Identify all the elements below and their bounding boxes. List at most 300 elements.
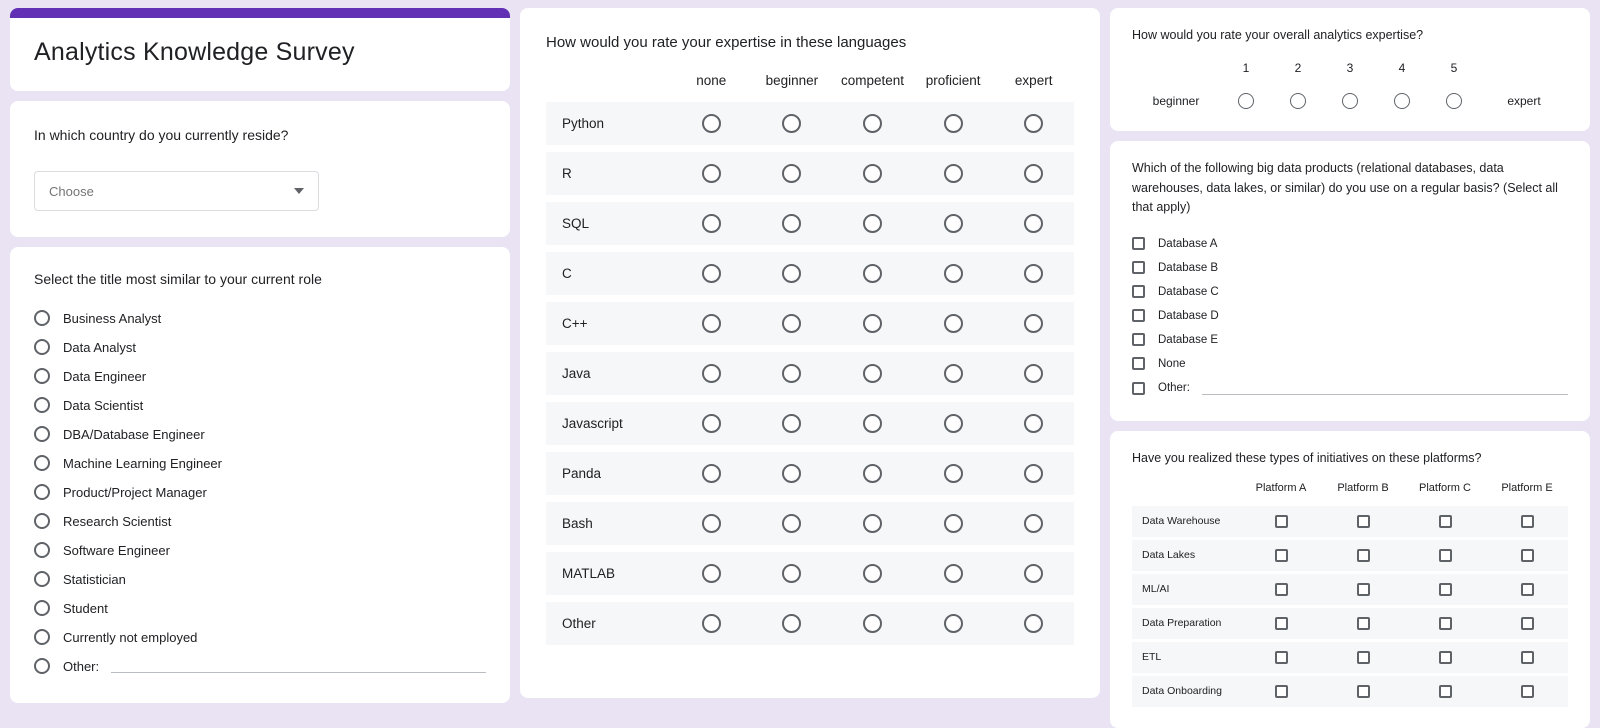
radio-icon[interactable] — [863, 164, 882, 183]
languages-grid-row — [546, 402, 1074, 445]
radio-icon[interactable] — [863, 414, 882, 433]
checkbox-icon[interactable] — [1275, 515, 1288, 528]
column-label: Platform C — [1419, 481, 1471, 494]
radio-option-label: DBA/Database Engineer — [63, 426, 205, 442]
radio-icon[interactable] — [782, 114, 801, 133]
grid-cell — [671, 614, 752, 633]
grid-cell — [752, 364, 833, 383]
radio-icon[interactable] — [34, 368, 50, 384]
platforms-grid — [1132, 482, 1568, 707]
radio-icon[interactable] — [863, 614, 882, 633]
grid-cell — [1486, 515, 1568, 528]
grid-cell — [993, 514, 1074, 533]
radio-icon[interactable] — [782, 264, 801, 283]
radio-option[interactable] — [34, 391, 486, 420]
form-title: Analytics Knowledge Survey — [34, 38, 355, 66]
radio-option-label: Data Engineer — [63, 368, 147, 384]
grid-cell — [913, 114, 994, 133]
grid-cell — [993, 114, 1074, 133]
radio-icon[interactable] — [782, 314, 801, 333]
checkbox-option[interactable] — [1132, 304, 1568, 328]
radio-icon[interactable] — [702, 114, 721, 133]
checkbox-icon[interactable] — [1521, 685, 1534, 698]
checkbox-icon[interactable] — [1275, 617, 1288, 630]
grid-cell — [1220, 93, 1272, 109]
radio-icon[interactable] — [782, 164, 801, 183]
languages-grid-row — [546, 552, 1074, 595]
grid-cell — [1322, 549, 1404, 562]
grid-cell — [832, 514, 913, 533]
checkbox-option[interactable] — [1132, 328, 1568, 352]
checkbox-icon[interactable] — [1132, 309, 1145, 322]
grid-cell — [913, 564, 994, 583]
scale-value-label: 5 — [1450, 61, 1458, 76]
grid-cell — [832, 214, 913, 233]
radio-option-label: Software Engineer — [63, 542, 170, 558]
grid-cell — [752, 214, 833, 233]
radio-option[interactable] — [34, 449, 486, 478]
grid-cell — [671, 164, 752, 183]
radio-icon[interactable] — [1024, 614, 1043, 633]
radio-icon[interactable] — [944, 214, 963, 233]
grid-cell — [1404, 617, 1486, 630]
row-label: C — [562, 266, 572, 281]
radio-icon[interactable] — [863, 214, 882, 233]
overall-question-title: How would you rate your overall analytics expertise? — [1132, 28, 1424, 42]
row-label: Panda — [562, 466, 602, 481]
grid-cell — [1486, 617, 1568, 630]
radio-icon[interactable] — [702, 414, 721, 433]
languages-grid-row — [546, 302, 1074, 345]
radio-option[interactable] — [34, 594, 486, 623]
radio-icon[interactable] — [702, 164, 721, 183]
grid-cell — [913, 164, 994, 183]
languages-question-card — [520, 8, 1100, 698]
checkbox-option-label: Database D — [1158, 309, 1219, 322]
radio-icon[interactable] — [34, 426, 50, 442]
radio-icon[interactable] — [34, 542, 50, 558]
checkbox-icon[interactable] — [1439, 685, 1452, 698]
grid-cell — [913, 314, 994, 333]
overall-question-card — [1110, 8, 1590, 131]
row-label: SQL — [562, 216, 590, 231]
radio-option-label: Research Scientist — [63, 513, 172, 529]
grid-cell — [1404, 685, 1486, 698]
radio-icon[interactable] — [782, 564, 801, 583]
scale-low-label: beginner — [1152, 94, 1200, 109]
grid-cell — [832, 614, 913, 633]
other-text-input[interactable] — [1202, 381, 1568, 395]
checkbox-option-label: Other: — [1158, 382, 1190, 394]
scale-value-label: 2 — [1294, 61, 1302, 76]
grid-cell — [1322, 515, 1404, 528]
row-label: Bash — [562, 516, 593, 531]
radio-icon[interactable] — [782, 464, 801, 483]
grid-cell — [993, 414, 1074, 433]
radio-icon[interactable] — [782, 414, 801, 433]
radio-icon[interactable] — [944, 364, 963, 383]
grid-cell — [913, 214, 994, 233]
grid-cell — [1322, 685, 1404, 698]
radio-icon[interactable] — [944, 114, 963, 133]
grid-cell — [1404, 651, 1486, 664]
row-label: Data Lakes — [1142, 549, 1196, 562]
checkbox-icon[interactable] — [1275, 685, 1288, 698]
grid-cell — [752, 314, 833, 333]
checkbox-icon[interactable] — [1132, 261, 1145, 274]
row-label: C++ — [562, 316, 588, 331]
checkbox-icon[interactable] — [1357, 651, 1370, 664]
role-question-title: Select the title most similar to your current role — [34, 271, 322, 288]
checkbox-icon[interactable] — [1439, 617, 1452, 630]
grid-cell — [993, 264, 1074, 283]
radio-icon[interactable] — [944, 614, 963, 633]
radio-icon[interactable] — [34, 629, 50, 645]
radio-icon[interactable] — [702, 264, 721, 283]
radio-icon[interactable] — [1394, 93, 1410, 109]
radio-option-label: Business Analyst — [63, 310, 162, 326]
grid-cell — [993, 314, 1074, 333]
radio-icon[interactable] — [1024, 514, 1043, 533]
radio-option[interactable] — [34, 304, 486, 333]
radio-icon[interactable] — [944, 314, 963, 333]
grid-cell — [832, 364, 913, 383]
radio-icon[interactable] — [34, 513, 50, 529]
radio-icon[interactable] — [1024, 314, 1043, 333]
radio-icon[interactable] — [1290, 93, 1306, 109]
scale-value-label: 4 — [1398, 61, 1406, 76]
grid-cell — [1322, 651, 1404, 664]
grid-cell — [671, 414, 752, 433]
radio-icon[interactable] — [34, 484, 50, 500]
radio-option-label: Other: — [63, 658, 100, 674]
checkbox-option[interactable] — [1132, 280, 1568, 304]
country-dropdown-value: Choose — [49, 183, 94, 199]
radio-icon[interactable] — [34, 600, 50, 616]
grid-cell — [1376, 93, 1428, 109]
radio-icon[interactable] — [863, 514, 882, 533]
grid-cell — [1404, 515, 1486, 528]
radio-option-label: Student — [63, 600, 108, 616]
radio-icon[interactable] — [34, 455, 50, 471]
right-column — [1110, 8, 1590, 698]
row-label: Data Preparation — [1142, 617, 1222, 630]
column-label: none — [696, 73, 727, 88]
scale-value-label: 1 — [1242, 61, 1250, 76]
languages-grid-header — [546, 73, 1074, 88]
grid-cell — [832, 164, 913, 183]
row-label: Data Warehouse — [1142, 515, 1221, 528]
radio-option-label: Data Analyst — [63, 339, 136, 355]
role-options — [34, 304, 486, 681]
checkbox-icon[interactable] — [1357, 685, 1370, 698]
checkbox-icon[interactable] — [1439, 583, 1452, 596]
languages-grid-row — [546, 252, 1074, 295]
grid-cell — [671, 564, 752, 583]
grid-cell — [832, 564, 913, 583]
radio-icon[interactable] — [702, 564, 721, 583]
grid-cell — [671, 264, 752, 283]
bigdata-question-title: Which of the following big data products (relational databases, data warehouses, data lakes, or similar) do you use on a regular basis? (Select all that apply) — [1132, 161, 1558, 215]
grid-cell — [1486, 549, 1568, 562]
radio-option[interactable] — [34, 565, 486, 594]
row-label: Other — [562, 616, 596, 631]
checkbox-icon[interactable] — [1275, 651, 1288, 664]
checkbox-icon[interactable] — [1357, 515, 1370, 528]
radio-option[interactable] — [34, 420, 486, 449]
row-label: Javascript — [562, 416, 623, 431]
row-label: R — [562, 166, 572, 181]
languages-grid-row — [546, 352, 1074, 395]
platforms-grid-row — [1132, 540, 1568, 571]
grid-cell — [752, 114, 833, 133]
radio-option-label: Currently not employed — [63, 629, 198, 645]
platforms-grid-row — [1132, 642, 1568, 673]
checkbox-option-label: Database E — [1158, 333, 1219, 346]
radio-icon[interactable] — [1024, 264, 1043, 283]
radio-icon[interactable] — [1024, 564, 1043, 583]
grid-cell — [752, 464, 833, 483]
grid-cell — [832, 414, 913, 433]
grid-cell — [993, 214, 1074, 233]
column-label: expert — [1014, 73, 1053, 88]
radio-icon[interactable] — [863, 464, 882, 483]
grid-cell — [752, 564, 833, 583]
chevron-down-icon — [294, 188, 304, 194]
checkbox-icon[interactable] — [1132, 237, 1145, 250]
platforms-grid-row — [1132, 608, 1568, 639]
platforms-grid-row — [1132, 676, 1568, 707]
radio-icon[interactable] — [1446, 93, 1462, 109]
platforms-question-card — [1110, 431, 1590, 728]
checkbox-icon[interactable] — [1132, 382, 1145, 395]
grid-cell — [913, 414, 994, 433]
radio-icon[interactable] — [34, 339, 50, 355]
checkbox-icon[interactable] — [1439, 651, 1452, 664]
radio-icon[interactable] — [863, 314, 882, 333]
languages-grid-row — [546, 102, 1074, 145]
grid-cell — [1240, 583, 1322, 596]
radio-option[interactable] — [34, 623, 486, 652]
platforms-question-title: Have you realized these types of initiatives on these platforms? — [1132, 450, 1482, 465]
role-question-card — [10, 247, 510, 702]
radio-option[interactable] — [34, 333, 486, 362]
grid-cell — [832, 114, 913, 133]
radio-icon[interactable] — [944, 414, 963, 433]
grid-cell — [1404, 583, 1486, 596]
radio-option-label: Product/Project Manager — [63, 484, 207, 500]
grid-cell — [671, 514, 752, 533]
checkbox-icon[interactable] — [1132, 357, 1145, 370]
checkbox-icon[interactable] — [1521, 583, 1534, 596]
platforms-grid-row — [1132, 506, 1568, 537]
radio-icon[interactable] — [702, 364, 721, 383]
grid-cell — [752, 514, 833, 533]
row-label: Java — [562, 366, 591, 381]
checkbox-icon[interactable] — [1357, 617, 1370, 630]
checkbox-icon[interactable] — [1521, 617, 1534, 630]
radio-icon[interactable] — [944, 264, 963, 283]
grid-cell — [671, 464, 752, 483]
checkbox-option-label: Database C — [1158, 285, 1219, 298]
other-text-input[interactable] — [111, 659, 486, 673]
scale-high-label: expert — [1507, 94, 1541, 109]
radio-icon[interactable] — [1024, 464, 1043, 483]
languages-grid-row — [546, 152, 1074, 195]
radio-icon[interactable] — [1024, 364, 1043, 383]
grid-cell — [671, 364, 752, 383]
radio-icon[interactable] — [1342, 93, 1358, 109]
column-label: Platform B — [1337, 481, 1389, 494]
left-column — [10, 8, 510, 698]
radio-icon[interactable] — [702, 514, 721, 533]
radio-icon[interactable] — [782, 214, 801, 233]
radio-option[interactable] — [34, 362, 486, 391]
grid-cell — [1272, 93, 1324, 109]
grid-cell — [1322, 583, 1404, 596]
grid-cell — [913, 364, 994, 383]
radio-icon[interactable] — [34, 658, 50, 674]
radio-icon[interactable] — [34, 310, 50, 326]
radio-icon[interactable] — [863, 264, 882, 283]
radio-option-label: Data Scientist — [63, 397, 144, 413]
radio-icon[interactable] — [702, 314, 721, 333]
radio-icon[interactable] — [702, 214, 721, 233]
column-label: Platform A — [1255, 481, 1307, 494]
checkbox-icon[interactable] — [1521, 549, 1534, 562]
middle-column — [520, 8, 1100, 698]
grid-cell — [752, 414, 833, 433]
languages-grid — [546, 73, 1074, 645]
radio-icon[interactable] — [782, 364, 801, 383]
country-question-title: In which country do you currently reside? — [34, 127, 289, 143]
country-question-card — [10, 101, 510, 237]
radio-option[interactable] — [34, 536, 486, 565]
checkbox-icon[interactable] — [1357, 549, 1370, 562]
checkbox-icon[interactable] — [1439, 515, 1452, 528]
row-label: Python — [562, 116, 605, 131]
radio-icon[interactable] — [944, 564, 963, 583]
grid-cell — [993, 364, 1074, 383]
grid-cell — [832, 314, 913, 333]
checkbox-option[interactable] — [1132, 232, 1568, 256]
row-label: ML/AI — [1142, 583, 1170, 596]
radio-icon[interactable] — [944, 464, 963, 483]
grid-cell — [1486, 651, 1568, 664]
radio-option[interactable] — [34, 507, 486, 536]
checkbox-icon[interactable] — [1132, 285, 1145, 298]
grid-cell — [832, 264, 913, 283]
radio-option-label: Machine Learning Engineer — [63, 455, 222, 471]
grid-cell — [671, 214, 752, 233]
grid-cell — [993, 464, 1074, 483]
grid-cell — [1428, 93, 1480, 109]
grid-cell — [993, 164, 1074, 183]
grid-cell — [913, 614, 994, 633]
checkbox-icon[interactable] — [1275, 549, 1288, 562]
checkbox-icon[interactable] — [1357, 583, 1370, 596]
radio-icon[interactable] — [34, 397, 50, 413]
grid-cell — [752, 614, 833, 633]
radio-option[interactable] — [34, 652, 486, 681]
grid-cell — [671, 314, 752, 333]
checkbox-option[interactable] — [1132, 256, 1568, 280]
languages-grid-row — [546, 202, 1074, 245]
grid-cell — [1240, 515, 1322, 528]
grid-cell — [1324, 93, 1376, 109]
linear-scale — [1132, 61, 1568, 109]
radio-icon[interactable] — [702, 464, 721, 483]
radio-icon[interactable] — [782, 614, 801, 633]
radio-icon[interactable] — [1024, 214, 1043, 233]
radio-icon[interactable] — [863, 564, 882, 583]
row-label: Data Onboarding — [1142, 685, 1222, 698]
radio-icon[interactable] — [34, 571, 50, 587]
radio-icon[interactable] — [944, 164, 963, 183]
grid-cell — [1240, 685, 1322, 698]
grid-cell — [993, 614, 1074, 633]
radio-icon[interactable] — [702, 614, 721, 633]
grid-cell — [1486, 583, 1568, 596]
grid-cell — [913, 464, 994, 483]
grid-cell — [1240, 549, 1322, 562]
radio-icon[interactable] — [1024, 114, 1043, 133]
country-dropdown[interactable] — [34, 171, 319, 211]
checkbox-icon[interactable] — [1275, 583, 1288, 596]
row-label: ETL — [1142, 651, 1162, 664]
form-header-card — [10, 8, 510, 91]
languages-question-title: How would you rate your expertise in these languages — [546, 34, 907, 51]
radio-icon[interactable] — [1024, 164, 1043, 183]
checkbox-icon[interactable] — [1521, 515, 1534, 528]
grid-cell — [1240, 651, 1322, 664]
checkbox-option[interactable] — [1132, 376, 1568, 401]
radio-icon[interactable] — [1238, 93, 1254, 109]
checkbox-option-label: Database B — [1158, 261, 1219, 274]
grid-cell — [1404, 549, 1486, 562]
languages-grid-row — [546, 602, 1074, 645]
column-label: Platform E — [1501, 481, 1553, 494]
grid-cell — [1240, 617, 1322, 630]
grid-cell — [1322, 617, 1404, 630]
grid-cell — [1486, 685, 1568, 698]
radio-option-label: Statistician — [63, 571, 126, 587]
checkbox-icon[interactable] — [1132, 333, 1145, 346]
platforms-grid-header — [1132, 482, 1568, 494]
radio-icon[interactable] — [1024, 414, 1043, 433]
row-label: MATLAB — [562, 566, 616, 581]
bigdata-options — [1132, 232, 1568, 401]
column-label: beginner — [765, 73, 819, 88]
checkbox-icon[interactable] — [1521, 651, 1534, 664]
platforms-grid-row — [1132, 574, 1568, 605]
scale-value-label: 3 — [1346, 61, 1354, 76]
radio-icon[interactable] — [782, 514, 801, 533]
checkbox-option[interactable] — [1132, 352, 1568, 376]
grid-cell — [752, 264, 833, 283]
radio-icon[interactable] — [863, 364, 882, 383]
checkbox-option-label: None — [1158, 357, 1186, 370]
checkbox-icon[interactable] — [1439, 549, 1452, 562]
radio-option[interactable] — [34, 478, 486, 507]
radio-icon[interactable] — [944, 514, 963, 533]
column-label: competent — [840, 73, 905, 88]
grid-cell — [752, 164, 833, 183]
radio-icon[interactable] — [863, 114, 882, 133]
column-label: proficient — [925, 73, 981, 88]
languages-grid-row — [546, 502, 1074, 545]
checkbox-option-label: Database A — [1158, 237, 1218, 250]
